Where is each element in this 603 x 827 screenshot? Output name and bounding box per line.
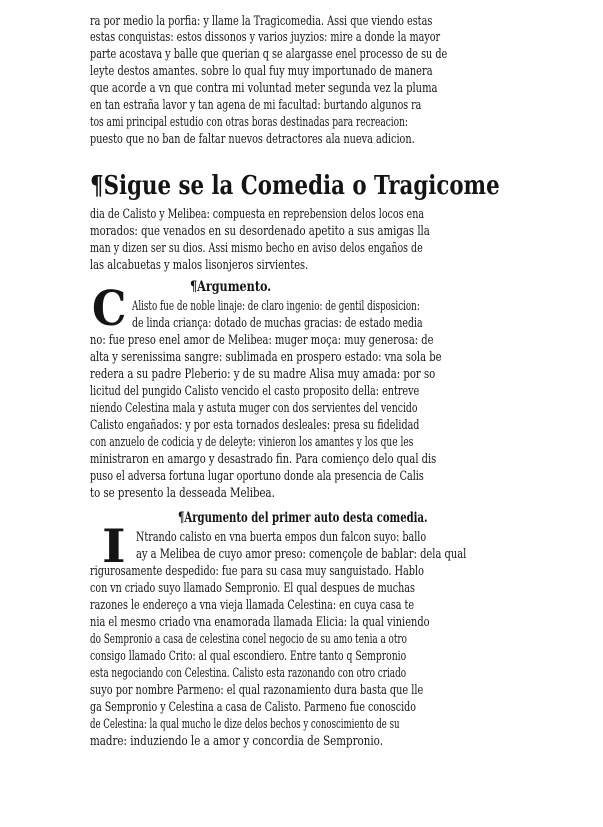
text-line: con anzuelo de codicia y de deleyte: vinieron los amantes y los que les: [90, 435, 414, 450]
text-line: consigo llamado Crito: al qual escondiero. Entre tanto q Sempronio: [90, 649, 407, 664]
text-line: no: fue preso enel amor de Melibea: muger moça: muy generosa: de: [90, 333, 434, 348]
heading-text: Sigue se la Comedia o Tragicome: [103, 171, 500, 201]
text-line: con vn criado suyo llamado Sempronio. El qual despues de muchas: [90, 581, 415, 596]
title-text: Argumento.: [197, 279, 272, 295]
pilcrow-icon: ¶: [90, 171, 104, 201]
section-heading: [90, 172, 500, 200]
text-line: to se presento la desseada Melibea.: [90, 486, 275, 501]
text-line: licitud del pungido Calisto vencido el casto proposito della: entreve: [90, 384, 420, 399]
text-line: de linda criança: dotado de muchas gracias: de estado media: [132, 316, 423, 331]
text-line: suyo por nombre Parmeno: el qual razonamiento dura basta que lle: [90, 683, 424, 698]
text-line: Alisto fue de noble linaje: de claro ingenio: de gentil disposicion:: [132, 299, 420, 314]
text-line: madre: induziendo le a amor y concordia de Sempronio.: [90, 734, 383, 749]
text-line: ay a Melibea de cuyo amor preso: començole de bablar: dela qual: [136, 547, 467, 562]
text-line: alta y serenissima sangre: sublimada en prospero estado: vna sola be: [90, 350, 442, 365]
title-text: Argumento del primer auto desta comedia.: [184, 510, 428, 526]
drop-cap-initial: I: [102, 519, 126, 573]
text-line: Ntrando calisto en vna buerta empos dun falcon suyo: ballo: [136, 530, 427, 545]
text-line: ra por medio la porfia: y llame la Tragicomedia. Assi que viendo estas: [90, 14, 433, 29]
text-line: las alcabuetas y malos lisonjeros sirvientes.: [90, 258, 309, 273]
text-line: en tan estraña lavor y tan agena de mi facultad: burtando algunos ra: [90, 98, 422, 113]
text-line: de Celestina: la qual mucho le dize delos bechos y conoscimiento de su: [90, 717, 400, 732]
text-line: puso el adversa fortuna lugar oportuno donde ala presencia de Calis: [90, 469, 424, 484]
text-line: rigurosamente despedido: fue para su casa muy sanguistado. Hablo: [90, 564, 424, 579]
text-line: do Sempronio a casa de celestina conel negocio de su amo tenia a otro: [90, 632, 407, 647]
text-line: ga Sempronio y Celestina a casa de Calisto. Parmeno fue conoscido: [90, 700, 416, 715]
text-line: esta negociando con Celestina. Calisto esta razonando con otro criado: [90, 666, 407, 681]
text-line: estas conquistas: estos dissonos y varios juyzios: mire a donde la mayor: [90, 30, 441, 45]
text-line: parte acostava y balle que querian q se alargasse enel processo de su de: [90, 47, 448, 62]
drop-cap-initial: C: [92, 281, 127, 337]
text-line: morados: que venados en su desordenado apetito a sus amigas lla: [90, 224, 430, 239]
text-line: man y dizen ser su dios. Assi mismo becho en aviso delos engaños de: [90, 241, 423, 256]
text-line: niendo Celestina mala y astuta muger con dos servientes del vencido: [90, 401, 418, 416]
text-line: razones le endereço a vna vieja llamada Celestina: en cuya casa te: [90, 598, 415, 613]
text-line: redera a su padre Pleberio: y de su madre Alisa muy amada: por so: [90, 367, 436, 382]
text-line: leyte destos amantes. sobre lo qual fuy muy importunado de manera: [90, 64, 433, 79]
text-line: ministraron en amargo y desastrado fin. Para comienço delo qual dis: [90, 452, 437, 467]
text-line: que acorde a vn que contra mi voluntad meter segunda vez la pluma: [90, 81, 438, 96]
pilcrow-icon: ¶: [178, 510, 185, 526]
text-line: tos ami principal estudio con otras boras destinadas para recreacion:: [90, 115, 408, 130]
text-line: dia de Calisto y Melibea: compuesta en reprebension delos locos ena: [90, 207, 425, 222]
text-line: puesto que no ban de faltar nuevos detractores ala nueva adicion.: [90, 132, 415, 147]
text-line: nia el mesmo criado vna enamorada llamada Elicia: la qual viniendo: [90, 615, 430, 630]
pilcrow-icon: ¶: [190, 279, 198, 295]
section-title: [190, 279, 271, 295]
text-line: Calisto engañados: y por esta tornados desleales: presa su fidelidad: [90, 418, 420, 433]
section-title: [178, 510, 428, 526]
